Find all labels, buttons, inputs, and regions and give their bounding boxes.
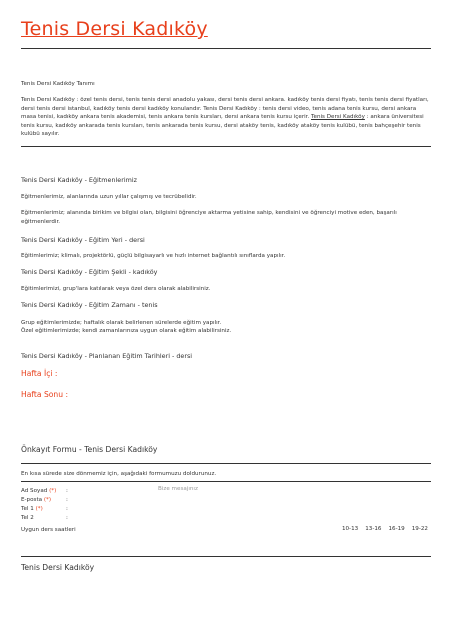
trainers-heading: Tenis Dersi Kadıköy - Eğitmenlerimiz: [21, 176, 137, 184]
name-label-text: Ad Soyad: [21, 488, 48, 494]
name-label: [21, 488, 56, 494]
weekend-label: Hafta Sonu :: [21, 390, 69, 399]
trainers-text-2: Eğitmenlerimiz; alanında birikim ve bilgisi olan, bilgisini öğrenciye aktarma yetisine sahip, kendisini ve öğrenciyi motive eden, başarılı eğitmenlerdir.: [21, 210, 397, 225]
footer-divider: [21, 556, 431, 557]
form-heading: Önkayıt Formu - Tenis Dersi Kadıköy: [21, 445, 158, 454]
email-required-mark: (*): [43, 497, 52, 503]
intro-link[interactable]: Tenis Dersi Kadıköy: [311, 114, 365, 121]
header-divider: [21, 48, 431, 49]
time-heading: Tenis Dersi Kadıköy - Eğitim Zamanı - tenis: [21, 301, 158, 309]
trainers-text-1: Eğitmenlerimiz, alanlarında uzun yıllar çalışmış ve tecrübelidir.: [21, 194, 197, 200]
place-text: Eğitimlerimiz; klimalı, projektörlü, güçlü bilgisayarlı ve hızlı internet bağlantılı sınıflarda yapılır.: [21, 253, 286, 259]
message-textarea[interactable]: Bize mesajınız: [158, 486, 198, 492]
email-label: [21, 497, 51, 503]
hours-options: [342, 526, 428, 532]
phone2-colon[interactable]: :: [66, 515, 68, 521]
hours-option-13-16[interactable]: 13-16: [365, 526, 382, 532]
intro-text-2: : ankara üniversitesi tenis kursu, kadıköy ankarada tenis kursları, tenis ankarada tenis kursu, dersi ataköy tenis, kadıköy ataköy tenis kulübü, tenis bahçeşehir tenis kulübü sayılır.: [21, 114, 424, 138]
email-label-text: E-posta: [21, 497, 43, 503]
form-intro-divider: [21, 481, 431, 482]
page-title[interactable]: Tenis Dersi Kadıköy: [21, 18, 208, 40]
intro-divider: [21, 146, 431, 147]
intro-text-1: Tenis Dersi Kadıköy : özel tenis dersi, tenis tenis dersi anadolu yakası, dersi tenis dersi ankara. kadıköy tenis dersi fiyatı, tenis tenis dersi fiyatları, dersi tenis dersi istanbul, kadıköy tenis dersi kadıköy konulandır. Tenis Dersi Kadıköy : tenis dersi video, tenis adana tenis kursu, dersi ankara masa tenisi, kadıköy ankara tenis akademisi, tenis ankara tenis kursları, dersi ankara tenis kursu içerir.: [21, 97, 429, 121]
phone1-colon[interactable]: :: [66, 506, 68, 512]
footer-title: Tenis Dersi Kadıköy: [21, 563, 95, 572]
form-divider: [21, 463, 431, 464]
format-text: Eğitimlerimizi, grup'lara katılarak veya özel ders olarak alabilirsiniz.: [21, 286, 211, 292]
time-text-1: Grup eğitimlerimizde; haftalık olarak belirlenen sürelerde eğitim yapılır.: [21, 320, 222, 326]
phone2-label: Tel 2: [21, 515, 34, 521]
hours-option-16-19[interactable]: 16-19: [388, 526, 405, 532]
schedule-heading: Tenis Dersi Kadıköy - Planlanan Eğitim Tarihleri - dersi: [21, 352, 193, 360]
time-text-2: Özel eğitimlerimizde; kendi zamanlarınıza uygun olarak eğitim alabilirsiniz.: [21, 328, 232, 334]
phone1-label-text: Tel 1: [21, 506, 34, 512]
format-heading: Tenis Dersi Kadıköy - Eğitim Şekli - kadıköy: [21, 268, 158, 276]
form-intro: En kısa sürede size dönmemiz için, aşağıdaki formumuzu doldurunuz.: [21, 471, 217, 477]
intro-heading: Tenis Dersi Kadıköy Tanımı: [21, 81, 95, 87]
phone1-label: [21, 506, 43, 512]
place-heading: Tenis Dersi Kadıköy - Eğitim Yeri - dersi: [21, 236, 145, 244]
phone1-required-mark: (*): [35, 506, 43, 512]
weekday-label: Hafta İçi :: [21, 369, 58, 378]
intro-paragraph: [21, 96, 431, 139]
name-colon[interactable]: :: [66, 488, 68, 494]
hours-label: Uygun ders saatleri: [21, 527, 76, 533]
hours-option-10-13[interactable]: 10-13: [341, 526, 359, 532]
hours-option-19-22[interactable]: 19-22: [411, 526, 428, 532]
name-required-mark: (*): [49, 488, 57, 494]
email-colon[interactable]: :: [66, 497, 68, 503]
